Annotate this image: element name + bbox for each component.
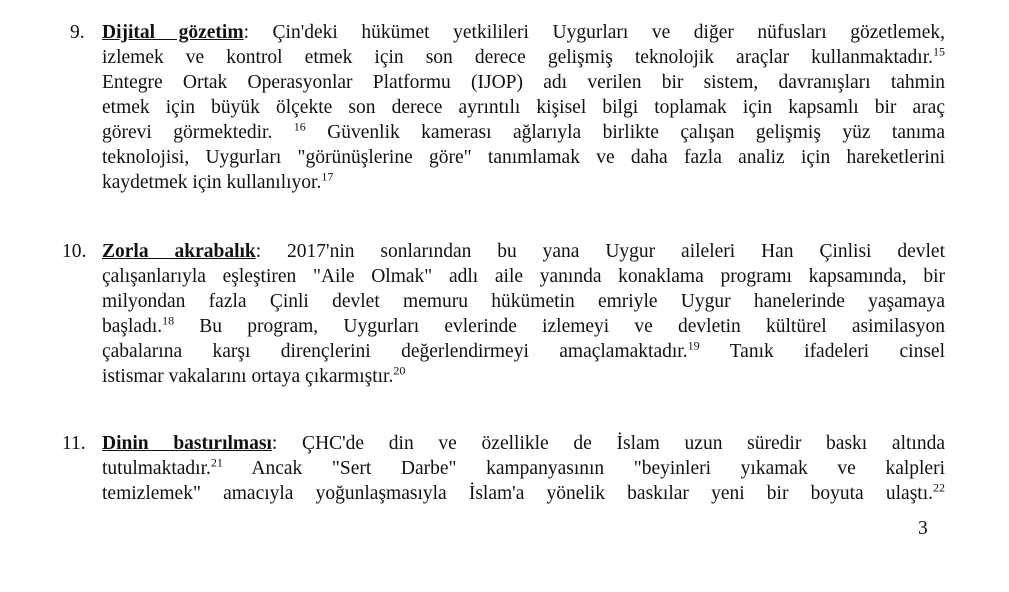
paragraph-line <box>102 289 945 314</box>
line-text: temizlemek" amacıyla yoğunlaşmasıyla İslam'a yönelik baskılar yeni bir boyuta ulaştı. <box>102 483 933 504</box>
line-text: etmek için büyük ölçekte son derece ayrıntılı kişisel bilgi toplamak için kapsamlı bir araç <box>102 97 945 118</box>
paragraph-line <box>102 431 945 456</box>
footnote-ref: 20 <box>393 363 406 378</box>
line-text: : 2017'nin sonlarından bu yana Uygur aileleri Han Çinlisi devlet <box>255 241 945 262</box>
footnote-ref: 22 <box>933 480 945 495</box>
line-text: çalışanlarıyla eşleştiren "Aile Olmak" adlı aile yanında konaklama programı kapsamında, bir <box>102 266 945 287</box>
line-text: milyondan fazla Çinli devlet memuru hükümetin emriyle Uygur hanelerinde yaşamaya <box>102 291 945 312</box>
paragraph-line <box>102 456 945 481</box>
paragraph-line <box>102 45 945 70</box>
item-heading: Dinin bastırılması <box>102 433 272 454</box>
footnote-ref: 17 <box>321 169 334 184</box>
footnote-ref: 16 <box>293 119 306 134</box>
footnote-ref: 21 <box>210 455 223 470</box>
line-text: Tanık ifadeleri cinsel <box>699 341 945 362</box>
list-item-forced-kinship <box>62 239 945 389</box>
line-text: görevi görmektedir. <box>102 122 294 143</box>
item-paragraph <box>102 431 945 506</box>
line-text: istismar vakalarını ortaya çıkarmıştır. <box>102 366 394 387</box>
list-item-religious-suppression <box>62 431 945 506</box>
footnote-ref: 19 <box>687 338 700 353</box>
page-number: 3 <box>918 518 928 539</box>
paragraph-line <box>102 239 945 264</box>
line-text: kaydetmek için kullanılıyor. <box>102 172 322 193</box>
footnote-ref: 15 <box>933 44 945 59</box>
paragraph-line <box>102 120 945 145</box>
item-paragraph <box>102 20 945 195</box>
line-text: : Çin'deki hükümet yetkilileri Uygurları ve diğer nüfusları gözetlemek, <box>243 22 946 43</box>
paragraph-line <box>102 170 945 195</box>
line-text: başladı. <box>102 316 163 337</box>
item-paragraph <box>102 239 945 389</box>
line-text: : ÇHC'de din ve özellikle de İslam uzun süredir baskı altında <box>271 433 945 454</box>
item-heading: Dijital gözetim <box>102 22 244 43</box>
item-heading: Zorla akrabalık <box>102 241 256 262</box>
list-item-digital-surveillance <box>70 20 945 195</box>
item-number: 9. <box>70 22 85 43</box>
paragraph-line <box>102 145 945 170</box>
footnote-ref: 18 <box>162 313 175 328</box>
paragraph-line <box>102 70 945 95</box>
paragraph-line <box>102 364 945 389</box>
paragraph-line <box>102 314 945 339</box>
line-text: Güvenlik kamerası ağlarıyla birlikte çalışan gelişmiş yüz tanıma <box>305 122 945 143</box>
line-text: Bu program, Uygurları evlerinde izlemeyi ve devletin kültürel asimilasyon <box>174 316 945 337</box>
paragraph-line <box>102 20 945 45</box>
line-text: teknolojisi, Uygurları "görünüşlerine göre" tanımlamak ve daha fazla analiz için hareketlerini <box>102 147 945 168</box>
paragraph-line <box>102 481 945 506</box>
item-number: 10. <box>62 241 87 262</box>
line-text: çabalarına karşı dirençlerini değerlendirmeyi amaçlamaktadır. <box>102 341 688 362</box>
paragraph-line <box>102 339 945 364</box>
paragraph-line <box>102 264 945 289</box>
paragraph-line <box>102 95 945 120</box>
line-text: Ancak "Sert Darbe" kampanyasının "beyinleri yıkamak ve kalpleri <box>222 458 945 479</box>
line-text: tutulmaktadır. <box>102 458 211 479</box>
line-text: izlemek ve kontrol etmek için son derece gelişmiş teknolojik araçlar kullanmaktadır. <box>102 47 933 68</box>
line-text: Entegre Ortak Operasyonlar Platformu (IJOP) adı verilen bir sistem, davranışları tahmin <box>102 72 945 93</box>
item-number: 11. <box>62 433 86 454</box>
